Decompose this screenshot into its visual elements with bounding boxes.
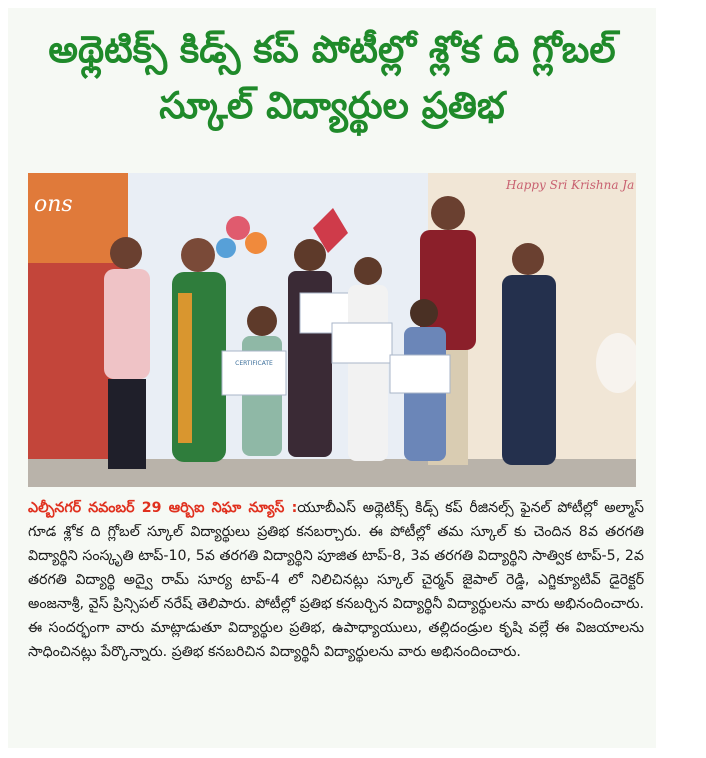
balloon [226, 216, 250, 240]
banner-text-left: ons [34, 192, 73, 217]
headline: అథ్లెటిక్స్ కిడ్స్ కప్ పోటీల్లో శ్లోక ది గ్లోబల్ స్కూల్ విద్యార్థుల ప్రతిభ [48, 28, 616, 127]
person-pink-blazer [104, 237, 150, 469]
article-body [28, 496, 644, 664]
article-text: యూబీఎస్ అథ్లెటిక్స్ కిడ్స్ కప్ రీజినల్స్ ఫైనల్ పోటీల్లో అల్మాస్ గూడ శ్లోక ది గ్లోబల్ స్కూల్ విద్యార్థులు ప్రతిభ కనబర్చారు. ఈ పోటీల్లో తమ స్కూల్ కు చెందిన 8వ తరగతి విద్యార్థిని సంస్కృతి టాప్-10, 5వ తరగతి విద్యార్థిని పూజిత టాప్-8, 3వ తరగతి విద్యార్థిని సాత్విక టాప్-5, 2వ తరగతి విద్యార్థి అద్వై రామ్ సూర్య టాప్-4 లో నిలిచినట్లు స్కూల్ చైర్మన్ జైపాల్ రెడ్డి, ఎగ్జిక్యూటివ్ డైరెక్టర్ అంజనాశ్రీ, వైస్ ప్రిన్సిపల్ నరేష్ తెలిపారు. పోటీల్లో ప్రతిభ కనబర్చిన విద్యార్థినీ విద్యార్థులను వారు అభినందించారు. ఈ సందర్భంగా వారు మాట్లాడుతూ విద్యార్థుల ప్రతిభ, ఉపాధ్యాయులు, తల్లిదండ్రుల కృషి వల్లే ఈ విజయాలను సాధించినట్లు పేర్కొన్నారు. ప్రతిభ కనబరిచిన విద్యార్థినీ విద్యార్థులను వారు అభినందించారు. [28, 500, 644, 660]
banner-text-right: Happy Sri Krishna Ja [506, 178, 635, 192]
group-photo-illustration [28, 173, 636, 487]
news-clipping [8, 8, 656, 748]
dateline: ఎల్బీనగర్ నవంబర్ 29 ఆర్బిఐ నిఘా న్యూస్ : [28, 500, 298, 516]
certificate-label: CERTIFICATE [235, 360, 273, 367]
news-photo [28, 173, 636, 487]
person-navy-jacket [502, 243, 556, 465]
